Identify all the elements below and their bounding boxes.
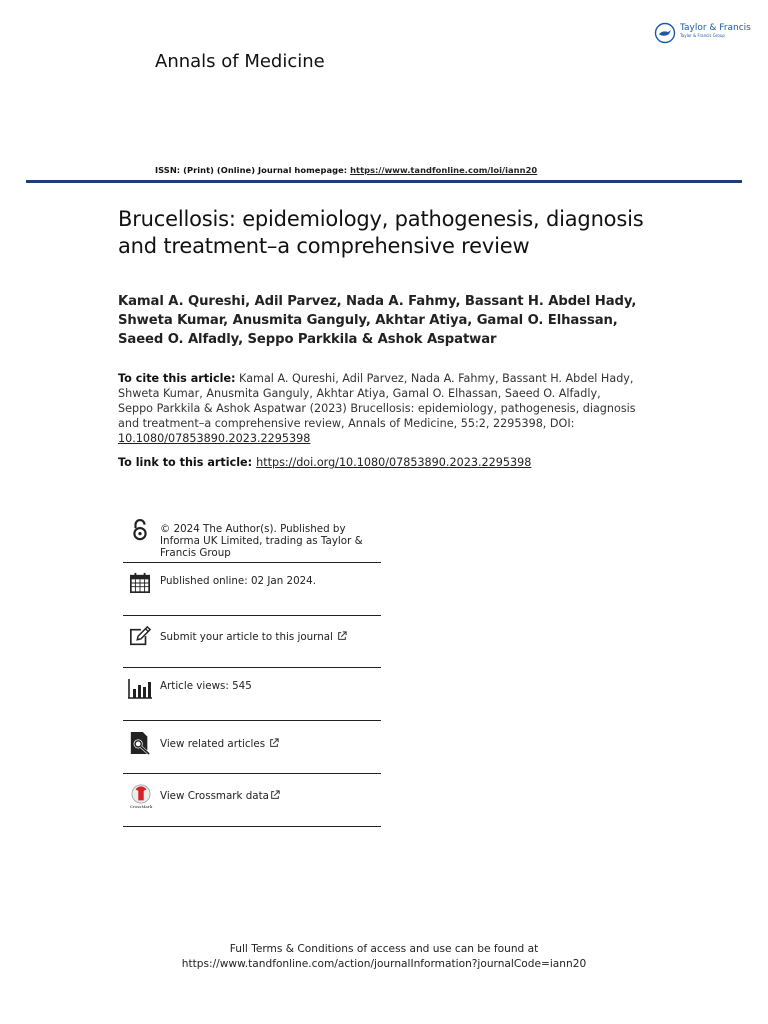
journal-title: Annals of Medicine: [155, 51, 325, 72]
publisher-name: Taylor & Francis: [680, 23, 751, 33]
crossmark-icon: [130, 784, 152, 804]
article-authors: Kamal A. Qureshi, Adil Parvez, Nada A. Fahmy, Bassant H. Abdel Hady, Shweta Kumar, Anusmita Ganguly, Akhtar Atiya, Gamal O. Elhassan, Saeed O. Alfadly, Seppo Parkkila & Ashok Aspatwar: [118, 294, 637, 347]
external-link-icon: [269, 738, 279, 748]
header-rule: [26, 180, 742, 183]
published-row: [123, 563, 381, 616]
crossmark-link[interactable]: [160, 790, 382, 802]
journal-homepage-link[interactable]: https://www.tandfonline.com/loi/iann20: [350, 165, 538, 175]
bar-chart-icon: [127, 676, 153, 702]
related-articles-row[interactable]: [123, 721, 381, 774]
citation-block: [118, 371, 638, 446]
publisher-group: Taylor & Francis Group: [680, 33, 725, 38]
license-row: [123, 512, 381, 563]
issn-prefix: ISSN: (Print) (Online) Journal homepage:: [155, 165, 351, 175]
edit-icon: [127, 624, 153, 650]
crossmark-logo: [127, 782, 155, 810]
citation-lead: To cite this article:: [118, 372, 236, 385]
external-link-icon: [337, 631, 347, 641]
footer-terms-link[interactable]: https://www.tandfonline.com/action/journalInformation?journalCode=iann20: [181, 958, 587, 970]
submit-article-link[interactable]: [160, 631, 382, 643]
article-title: Brucellosis: epidemiology, pathogenesis, diagnosis and treatment–a comprehensive review: [118, 207, 644, 258]
article-doi-link[interactable]: https://doi.org/10.1080/07853890.2023.2295398: [256, 456, 532, 469]
issn-line: [155, 165, 537, 175]
footer-line-1: Full Terms & Conditions of access and use can be found at: [229, 943, 539, 955]
article-views-row: [123, 668, 381, 721]
publisher-logo[interactable]: [654, 22, 750, 48]
article-info-list: [123, 512, 381, 827]
related-articles-link[interactable]: [160, 738, 382, 750]
calendar-icon: [127, 570, 153, 596]
license-text: © 2024 The Author(s). Published by Informa UK Limited, trading as Taylor & Francis Group: [160, 523, 363, 559]
submit-article-row[interactable]: [123, 616, 381, 668]
search-document-icon: [127, 730, 153, 756]
external-link-icon: [270, 790, 280, 800]
open-access-icon: [127, 517, 153, 543]
citation-doi-link[interactable]: 10.1080/07853890.2023.2295398: [118, 432, 311, 445]
published-date: Published online: 02 Jan 2024.: [160, 575, 316, 587]
related-articles-label: View related articles: [160, 738, 266, 750]
article-link-block: [118, 455, 658, 470]
submit-article-label: Submit your article to this journal: [160, 631, 333, 643]
footer-terms: [0, 942, 768, 972]
citation-text: Kamal A. Qureshi, Adil Parvez, Nada A. Fahmy, Bassant H. Abdel Hady, Shweta Kumar, Anusmita Ganguly, Akhtar Atiya, Gamal O. Elhassan, Saeed O. Alfadly, Seppo Parkkila & Ashok Aspatwar (2023) Brucellosis: epidemiology, pathogenesis, diagnosis and treatment–a comprehensive review, Annals of Medicine, 55:2, 2295398, DOI:: [118, 372, 636, 430]
taylor-francis-logo-icon: [654, 22, 676, 44]
crossmark-label: View Crossmark data: [160, 790, 269, 802]
crossmark-row[interactable]: [123, 774, 381, 827]
crossmark-logo-text: CrossMark: [129, 803, 153, 809]
article-views: Article views: 545: [160, 680, 252, 692]
link-lead: To link to this article:: [118, 456, 253, 469]
